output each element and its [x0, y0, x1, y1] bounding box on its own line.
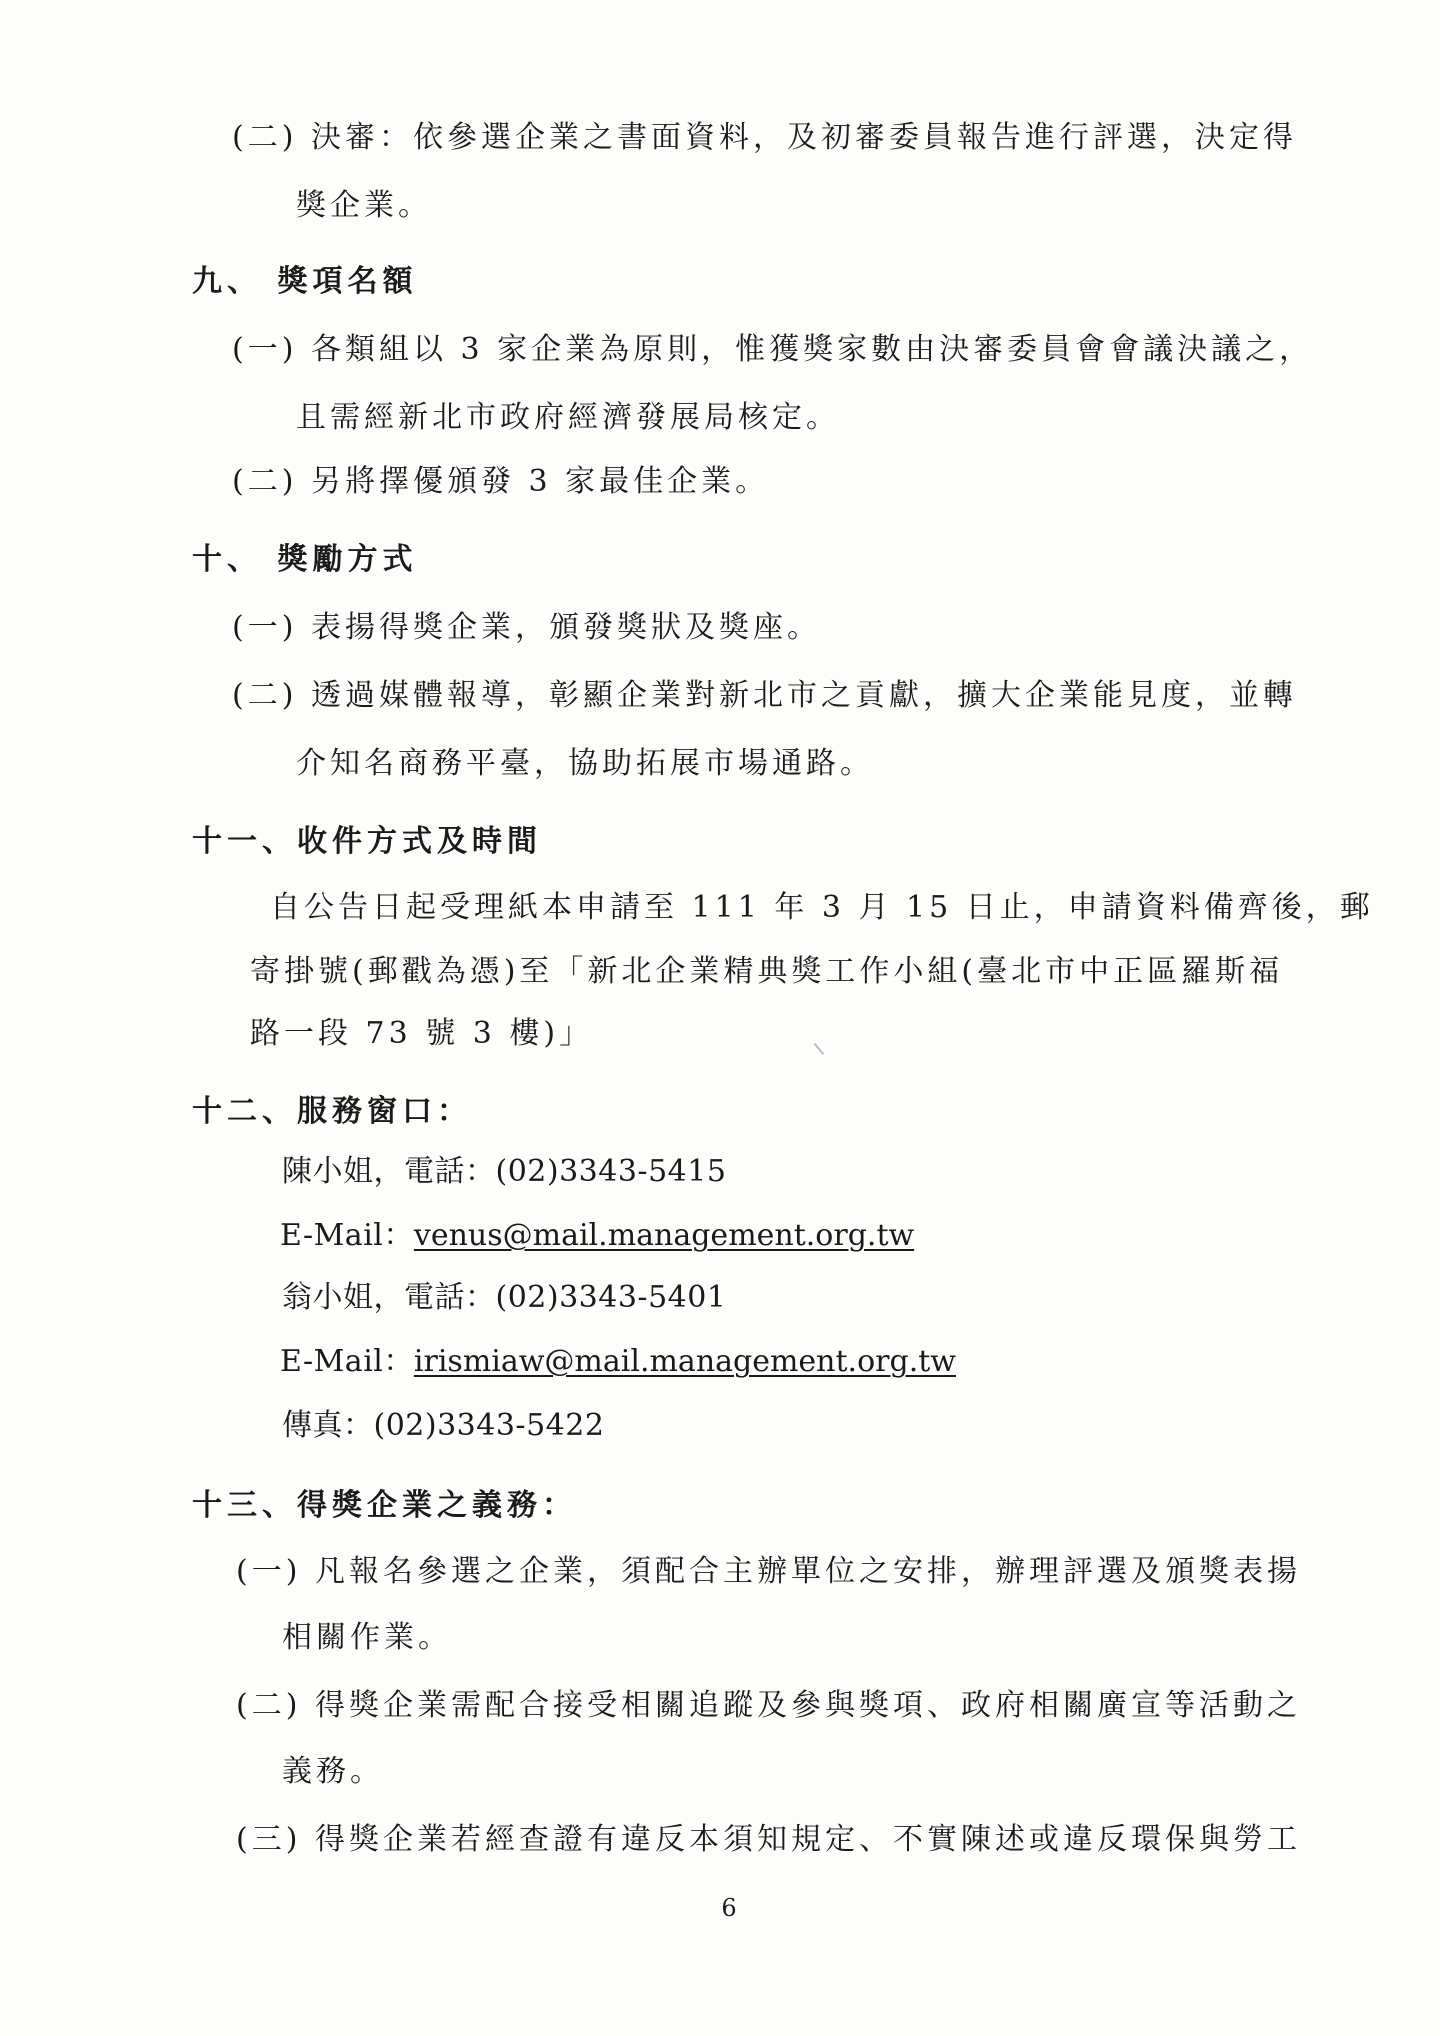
scan-speck — [814, 1043, 825, 1055]
section-heading-award-quota: 九、 獎項名額 — [192, 264, 418, 299]
section-heading-obligations: 十三、得獎企業之義務： — [192, 1488, 577, 1523]
item-cooperate-arrangement-cont: 相關作業。 — [282, 1620, 452, 1655]
contact-chen-phone: 陳小姐，電話：(02)3343-5415 — [282, 1154, 727, 1189]
section-heading-service-window: 十二、服務窗口： — [192, 1094, 472, 1129]
email-label: E-Mail： — [280, 1344, 414, 1379]
email-link-venus[interactable]: venus@mail.management.org.tw — [413, 1218, 915, 1253]
submission-text-1: 自公告日起受理紙本申請至 111 年 3 月 15 日止，申請資料備齊後，郵 — [270, 890, 1374, 925]
item-violation: (三) 得獎企業若經查證有違反本須知規定、不實陳述或違反環保與勞工 — [236, 1822, 1301, 1857]
item-final-review-cont: 獎企業。 — [296, 188, 432, 223]
contact-weng-email — [280, 1342, 956, 1382]
contact-weng-phone: 翁小姐，電話：(02)3343-5401 — [282, 1280, 727, 1315]
item-final-review: (二) 決審：依參選企業之書面資料，及初審委員報告進行評選，決定得 — [232, 120, 1297, 155]
item-category-quota: (一) 各類組以 3 家企業為原則，惟獲獎家數由決審委員會會議決議之， — [232, 332, 1314, 367]
item-best-enterprise: (二) 另將擇優頒發 3 家最佳企業。 — [232, 464, 770, 499]
item-cooperate-arrangement: (一) 凡報名參選之企業，須配合主辦單位之安排，辦理評選及頒獎表揚 — [236, 1554, 1301, 1589]
email-link-irismiaw[interactable]: irismiaw@mail.management.org.tw — [413, 1344, 956, 1379]
item-media-coverage-cont: 介知名商務平臺，協助拓展市場通路。 — [296, 746, 874, 781]
section-heading-submission: 十一、收件方式及時間 — [192, 824, 542, 859]
item-tracking-promotion-cont: 義務。 — [282, 1754, 384, 1789]
page-number: 6 — [721, 1894, 737, 1922]
contact-fax: 傳真：(02)3343-5422 — [282, 1408, 605, 1443]
section-heading-reward-method: 十、 獎勵方式 — [192, 542, 418, 577]
item-media-coverage: (二) 透過媒體報導，彰顯企業對新北市之貢獻，擴大企業能見度，並轉 — [232, 678, 1297, 713]
item-category-quota-cont: 且需經新北市政府經濟發展局核定。 — [296, 400, 840, 435]
submission-text-2: 寄掛號(郵戳為憑)至「新北企業精典獎工作小組(臺北市中正區羅斯福 — [250, 954, 1284, 989]
item-commendation: (一) 表揚得獎企業，頒發獎狀及獎座。 — [232, 610, 821, 645]
contact-chen-email — [280, 1216, 914, 1256]
email-label: E-Mail： — [280, 1218, 414, 1253]
submission-text-3: 路一段 73 號 3 樓)」 — [250, 1016, 594, 1051]
item-tracking-promotion: (二) 得獎企業需配合接受相關追蹤及參與獎項、政府相關廣宣等活動之 — [236, 1688, 1301, 1723]
